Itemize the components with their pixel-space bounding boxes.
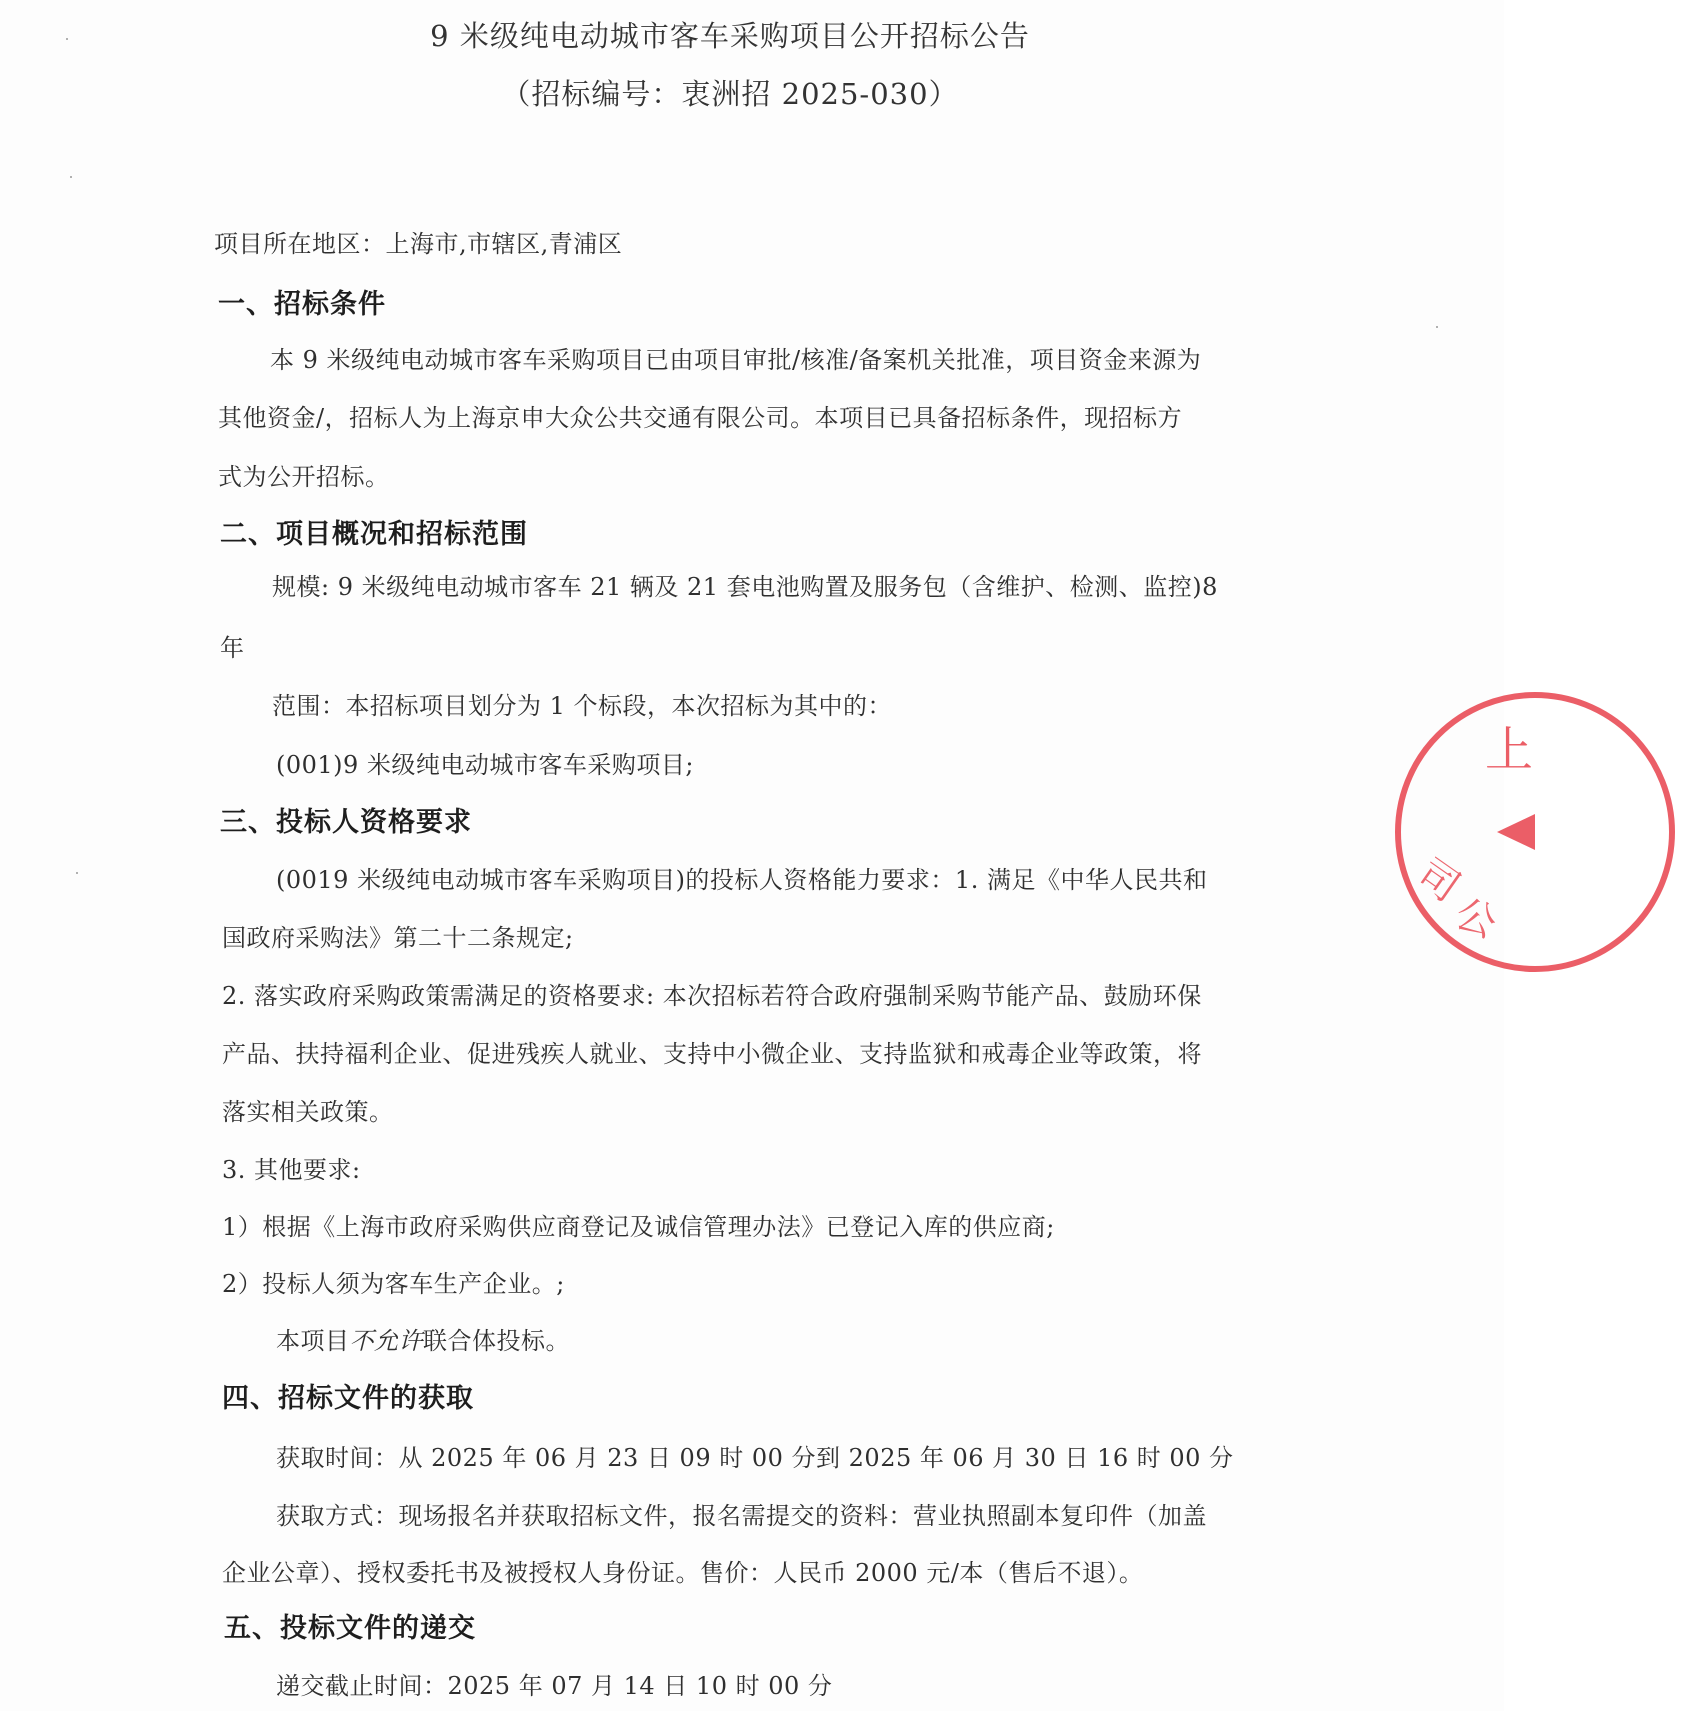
section-3-line-7: 1）根据《上海市政府采购供应商登记及诚信管理办法》已登记入库的供应商;: [222, 1213, 1055, 1241]
svg-text:司: 司: [1408, 850, 1468, 912]
section-4-line-1: 获取时间：从 2025 年 06 月 23 日 09 时 00 分到 2025 年 06 月 30 日 16 时 00 分: [276, 1444, 1234, 1472]
section-3-line-4: 产品、扶持福利企业、促进残疾人就业、支持中小微企业、支持监狱和戒毒企业等政策，将: [222, 1040, 1202, 1068]
svg-text:上: 上: [1485, 722, 1534, 778]
project-location: 项目所在地区：上海市,市辖区,青浦区: [214, 230, 623, 258]
section-4-line-3: 企业公章）、授权委托书及被授权人身份证。售价：人民币 2000 元/本（售后不退）。: [222, 1559, 1144, 1587]
section-3-line-2: 国政府采购法》第二十二条规定;: [222, 924, 574, 952]
consortium-prefix: 本项目: [276, 1327, 350, 1355]
official-seal-stamp: [1385, 682, 1685, 982]
section-5-heading: 五、投标文件的递交: [224, 1613, 476, 1644]
section-4-heading: 四、招标文件的获取: [222, 1383, 474, 1414]
section-2-line-4: (001)9 米级纯电动城市客车采购项目;: [276, 751, 695, 779]
scan-speck: [1436, 326, 1438, 328]
section-1-line-2: 其他资金/，招标人为上海京申大众公共交通有限公司。本项目已具备招标条件，现招标方: [218, 404, 1183, 432]
consortium-suffix: 联合体投标。: [423, 1327, 570, 1355]
section-3-heading: 三、投标人资格要求: [220, 807, 472, 838]
section-1-line-1: 本 9 米级纯电动城市客车采购项目已由项目审批/核准/备案机关批准，项目资金来源为: [270, 346, 1202, 374]
section-3-line-5: 落实相关政策。: [222, 1098, 394, 1126]
section-3-line-9: [276, 1321, 570, 1356]
section-2-line-3: 范围：本招标项目划分为 1 个标段，本次招标为其中的：: [272, 692, 893, 720]
section-1-heading: 一、招标条件: [218, 289, 386, 320]
section-3-line-8: 2）投标人须为客车生产企业。;: [222, 1270, 565, 1298]
section-2-line-2: 年: [220, 634, 245, 662]
section-3-line-6: 3. 其他要求:: [222, 1156, 361, 1184]
section-2-line-1: 规模: 9 米级纯电动城市客车 21 辆及 21 套电池购置及服务包（含维护、检测、监控)8: [272, 573, 1218, 601]
section-3-line-1: (0019 米级纯电动城市客车采购项目)的投标人资格能力要求：1. 满足《中华人民共和: [276, 866, 1208, 894]
scan-speck: [76, 872, 78, 874]
section-2-heading: 二、项目概况和招标范围: [220, 519, 528, 550]
section-4-line-2: 获取方式：现场报名并获取招标文件，报名需提交的资料：营业执照副本复印件（加盖: [276, 1502, 1207, 1530]
section-3-line-3: 2. 落实政府采购政策需满足的资格要求: 本次招标若符合政府强制采购节能产品、鼓励环保: [222, 982, 1202, 1010]
section-1-line-3: 式为公开招标。: [218, 463, 390, 491]
bid-number: （招标编号：衷洲招 2025-030）: [501, 77, 959, 111]
scan-speck: [70, 176, 72, 178]
scan-speck: [66, 38, 68, 40]
document-title: 9 米级纯电动城市客车采购项目公开招标公告: [430, 19, 1030, 53]
svg-text:公: 公: [1449, 890, 1503, 948]
consortium-not-allowed: 不允许: [349, 1327, 423, 1355]
section-5-line-1: 递交截止时间：2025 年 07 月 14 日 10 时 00 分: [276, 1672, 833, 1700]
